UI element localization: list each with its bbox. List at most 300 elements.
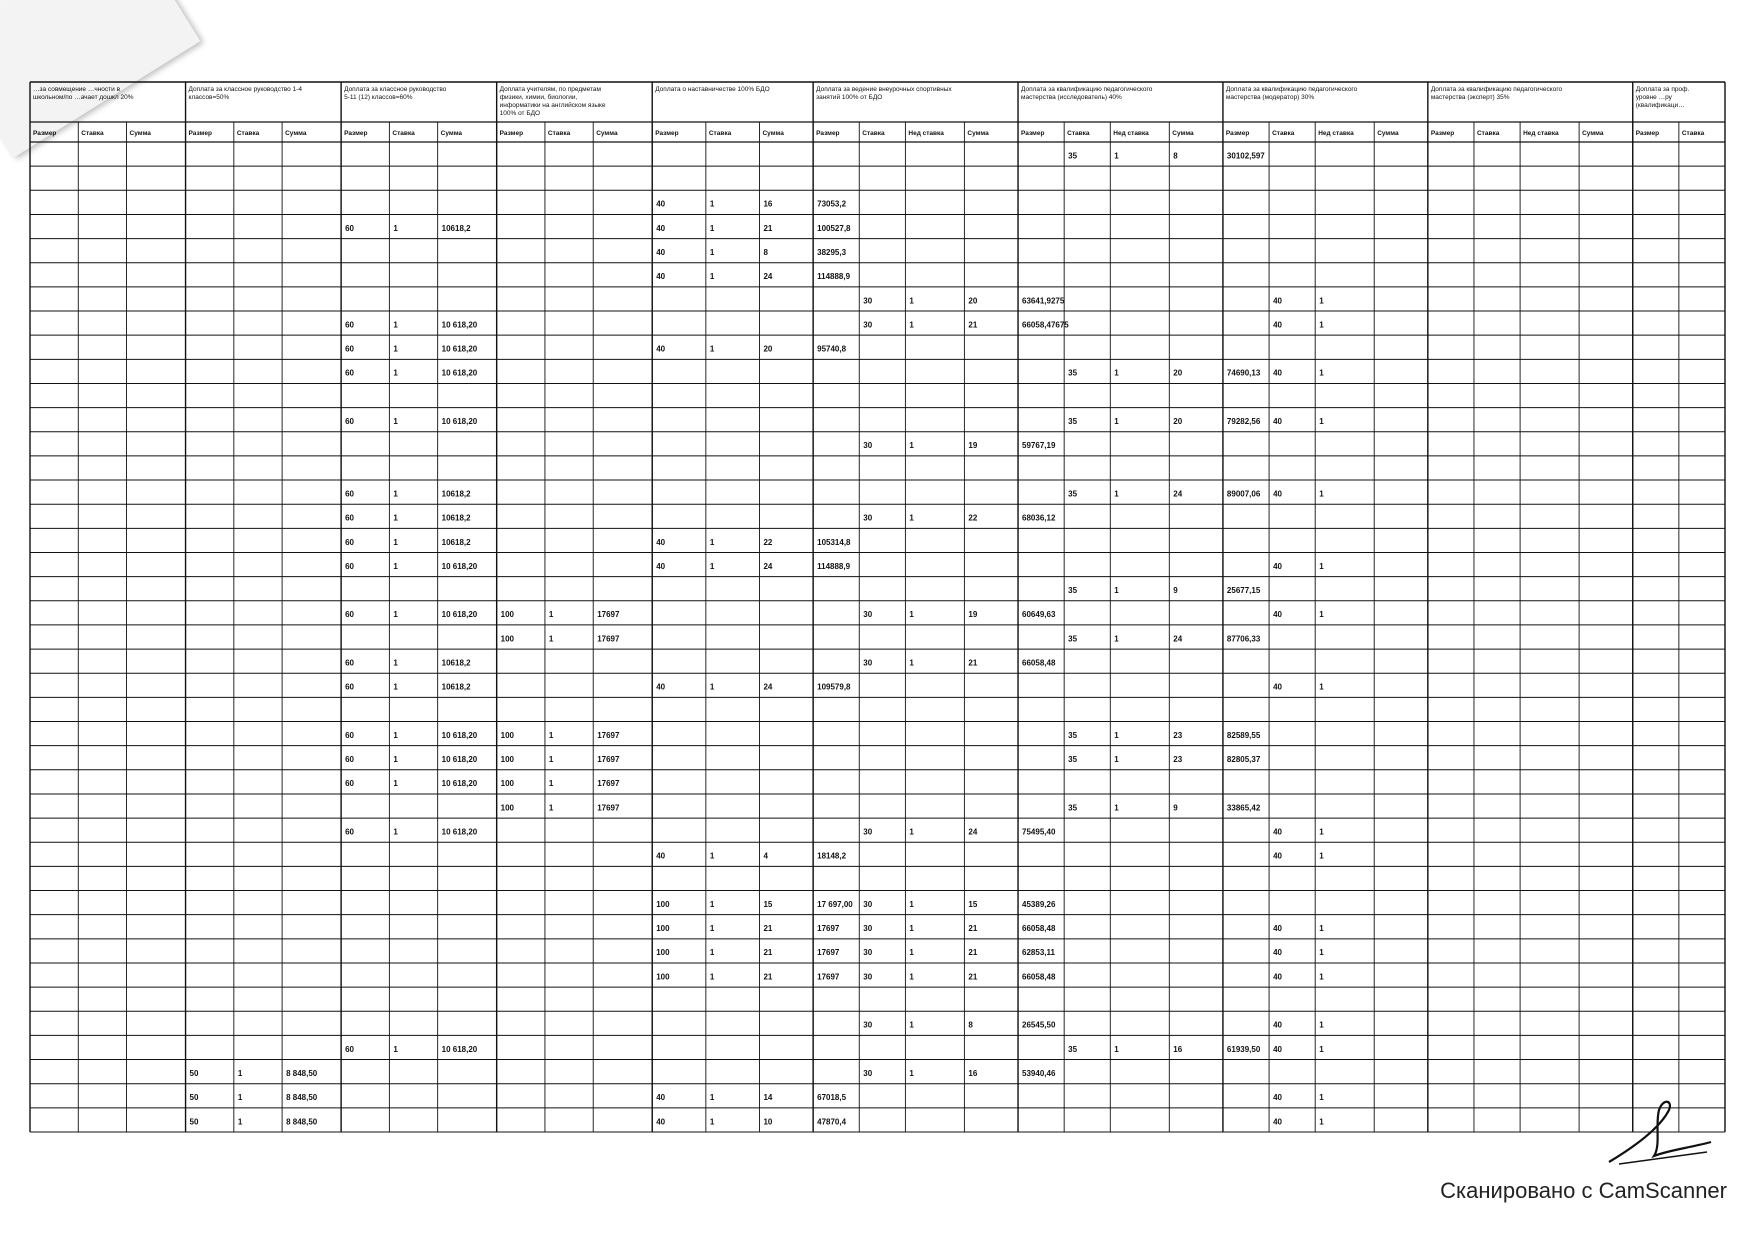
table-cell: 1 [1319, 1020, 1324, 1030]
table-cell: 30 [863, 948, 873, 958]
table-cell: 4 [763, 851, 768, 861]
table-cell: 20 [763, 344, 773, 354]
table-cell: 100 [656, 924, 670, 934]
table-cell: 1 [548, 610, 554, 620]
table-cell: 10 618,20 [441, 827, 478, 837]
table-cell: 45389,26 [1022, 899, 1056, 909]
table-cell: 40 [1273, 368, 1282, 378]
table-cell: 21 [968, 948, 978, 958]
table-cell: 1 [393, 682, 398, 692]
table-cell: 17697 [817, 948, 840, 958]
table-cell: 1 [1319, 1117, 1324, 1127]
table-cell: 10618,2 [441, 223, 471, 233]
table-cell: 1 [1319, 1093, 1324, 1103]
group-title-7: Доплата за квалификацию педагогического [1225, 86, 1358, 93]
group-title-0: школьном/по …ачает дошкл 20% [33, 94, 134, 101]
table-cell: 33865,42 [1226, 803, 1261, 813]
table-cell: 59767,19 [1022, 441, 1056, 451]
group-title-3: физики, химии, биологии, [499, 94, 578, 101]
table-cell: 1 [709, 537, 715, 547]
table-cell: 20 [1173, 417, 1183, 427]
table-cell: 40 [656, 199, 666, 209]
table-cell: 47870,4 [817, 1117, 847, 1127]
table-cell: 1 [393, 827, 398, 837]
table-cell: 40 [656, 248, 666, 258]
table-cell: 10 618,20 [441, 610, 478, 620]
table-cell: 40 [1273, 948, 1282, 958]
table-cell: 15 [968, 899, 978, 909]
table-cell: 1 [237, 1068, 243, 1078]
table-cell: 8 848,50 [286, 1117, 318, 1127]
table-cell: 1 [393, 513, 398, 523]
table-cell: 40 [656, 537, 666, 547]
table-cell: 21 [763, 948, 773, 958]
table-cell: 1 [709, 272, 715, 282]
table-cell: 40 [1273, 320, 1282, 330]
table-cell: 1 [709, 899, 715, 909]
table-cell: 60 [345, 344, 355, 354]
table-cell: 1 [709, 924, 715, 934]
table-cell: 10 618,20 [441, 730, 478, 740]
column-header: Размер [816, 130, 840, 137]
camscanner-watermark: Сканировано с CamScanner [1440, 1178, 1727, 1203]
table-cell: 1 [393, 223, 398, 233]
table-cell: 1 [1114, 1044, 1119, 1054]
table-cell: 60 [345, 561, 355, 571]
table-cell: 40 [656, 1117, 666, 1127]
column-header: Размер [1021, 130, 1045, 137]
table-cell: 1 [1114, 730, 1119, 740]
table-cell: 100 [500, 779, 515, 789]
table-cell: 60 [345, 610, 355, 620]
column-header: Сумма [440, 130, 463, 137]
table-cell: 1 [548, 779, 554, 789]
column-header: Сумма [129, 130, 151, 137]
table-cell: 89007,06 [1226, 489, 1261, 499]
column-header: Ставка [1476, 130, 1500, 137]
table-cell: 1 [1319, 489, 1324, 499]
table-cell: 21 [763, 223, 773, 233]
table-cell: 1 [1114, 417, 1119, 427]
table-cell: 1 [1319, 682, 1324, 692]
table-cell: 1 [909, 948, 914, 958]
column-header: Сумма [1377, 130, 1399, 137]
column-header: Размер [655, 130, 679, 137]
table-cell: 1 [1319, 972, 1324, 982]
table-cell: 100 [500, 634, 515, 644]
table-cell: 100 [656, 972, 670, 982]
group-title-3: Доплата учителям, по предметам [499, 86, 602, 93]
column-header: Ставка [81, 130, 104, 137]
table-cell: 40 [656, 223, 666, 233]
table-cell: 10 618,20 [441, 561, 478, 571]
table-cell: 9 [1173, 586, 1178, 596]
table-cell: 1 [909, 513, 914, 523]
group-title-3: 100% от БДО [499, 110, 541, 117]
table-cell: 30 [863, 924, 873, 934]
table-cell: 35 [1068, 1044, 1078, 1054]
table-cell: 73053,2 [817, 199, 847, 209]
table-cell: 105314,8 [817, 537, 851, 547]
column-header: Нед ставка [1113, 130, 1149, 137]
table-cell: 10618,2 [441, 658, 471, 668]
column-header: Размер [1635, 130, 1660, 137]
table-cell: 21 [968, 320, 978, 330]
table-cell: 60 [345, 1044, 355, 1054]
table-cell: 10618,2 [441, 682, 471, 692]
table-cell: 60 [345, 755, 355, 765]
table-cell: 100 [500, 610, 515, 620]
table-cell: 1 [709, 851, 715, 861]
column-header: Нед ставка [1523, 130, 1559, 137]
table-cell: 74690,13 [1226, 368, 1261, 378]
table-cell: 17697 [597, 610, 620, 620]
table-cell: 30102,597 [1226, 151, 1265, 161]
table-cell: 100 [656, 948, 670, 958]
table-cell: 10618,2 [441, 489, 471, 499]
table-cell: 62853,11 [1022, 948, 1055, 958]
table-cell: 17 697,00 [817, 899, 853, 909]
table-cell: 66058,47675 [1022, 320, 1069, 330]
table-cell: 30 [863, 658, 873, 668]
table-cell: 53940,46 [1022, 1068, 1056, 1078]
table-cell: 1 [237, 1117, 243, 1127]
table-cell: 8 [1173, 151, 1178, 161]
table-cell: 10 618,20 [441, 755, 478, 765]
table-cell: 10 [763, 1117, 773, 1127]
table-cell: 25677,15 [1226, 586, 1261, 596]
table-cell: 40 [1273, 1093, 1282, 1103]
column-header: Сумма [967, 130, 989, 137]
table-cell: 16 [763, 199, 773, 209]
table-cell: 1 [393, 658, 398, 668]
table-cell: 19 [968, 610, 978, 620]
group-title-3: информатики на английском языке [499, 102, 606, 109]
table-cell: 17697 [817, 924, 840, 934]
table-cell: 40 [1273, 1117, 1282, 1127]
group-title-8: мастерства (эксперт) 35% [1430, 94, 1510, 101]
table-cell: 16 [968, 1068, 978, 1078]
table-cell: 1 [909, 610, 914, 620]
table-cell: 15 [763, 899, 773, 909]
table-cell: 18148,2 [817, 851, 847, 861]
table-cell: 1 [548, 634, 554, 644]
table-cell: 1 [1319, 924, 1324, 934]
group-title-2: Доплата за классное руководство [344, 86, 447, 93]
table-cell: 30 [863, 296, 873, 306]
group-title-0: …за совмещение …чности в [33, 86, 121, 93]
table-cell: 21 [763, 972, 773, 982]
table-cell: 1 [548, 755, 554, 765]
table-cell: 23 [1173, 755, 1183, 765]
table-cell: 1 [709, 1117, 715, 1127]
table-cell: 1 [909, 1068, 914, 1078]
table-cell: 1 [709, 1093, 715, 1103]
table-cell: 1 [1319, 851, 1324, 861]
table-cell: 30 [863, 1020, 873, 1030]
table-cell: 1 [1114, 634, 1119, 644]
table-cell: 35 [1068, 586, 1078, 596]
group-title-9: уровне …ру [1635, 94, 1672, 101]
column-header: Ставка [392, 130, 415, 137]
table-cell: 1 [393, 320, 398, 330]
column-header: Ставка [708, 130, 732, 137]
table-cell: 40 [656, 272, 666, 282]
table-cell: 1 [1319, 417, 1324, 427]
table-cell: 1 [909, 320, 914, 330]
table-cell: 60 [345, 223, 355, 233]
signature [1599, 1090, 1719, 1170]
table-cell: 10 618,20 [441, 417, 478, 427]
column-header: Размер [188, 130, 212, 137]
table-cell: 1 [709, 972, 715, 982]
table-cell: 40 [656, 561, 666, 571]
table-cell: 66058,48 [1022, 658, 1056, 668]
group-title-9: (квалификаци… [1635, 102, 1685, 109]
table-cell: 1 [1319, 561, 1324, 571]
table-cell: 1 [1319, 610, 1324, 620]
table-cell: 1 [393, 730, 398, 740]
table-cell: 30 [863, 1068, 873, 1078]
table-cell: 10 618,20 [441, 779, 478, 789]
table-cell: 60 [345, 682, 355, 692]
table-cell: 24 [763, 272, 773, 282]
table-cell: 60649,63 [1022, 610, 1056, 620]
table-cell: 40 [656, 682, 666, 692]
column-header: Ставка [547, 130, 571, 137]
table-cell: 1 [909, 972, 914, 982]
table-cell: 30 [863, 972, 873, 982]
column-header: Размер [33, 130, 57, 137]
table-cell: 100 [500, 755, 515, 765]
table-cell: 40 [1273, 610, 1282, 620]
table-cell: 30 [863, 320, 873, 330]
group-title-5: занятий 100% от БДО [816, 94, 883, 101]
table-cell: 1 [909, 827, 914, 837]
table-cell: 35 [1068, 634, 1078, 644]
table-cell: 50 [189, 1117, 199, 1127]
table-cell: 60 [345, 779, 355, 789]
table-cell: 24 [763, 682, 773, 692]
table-cell: 1 [393, 417, 398, 427]
table-cell: 10 618,20 [441, 1044, 478, 1054]
table-cell: 114888,9 [817, 561, 851, 571]
column-header: Размер [1430, 130, 1455, 137]
table-cell: 22 [763, 537, 773, 547]
table-cell: 17697 [817, 972, 840, 982]
column-header: Ставка [1272, 130, 1295, 137]
table-cell: 14 [763, 1093, 773, 1103]
group-title-6: мастерства (исследователь) 40% [1021, 94, 1122, 101]
table-cell: 1 [709, 561, 715, 571]
table-cell: 61939,50 [1226, 1044, 1261, 1054]
table-cell: 21 [968, 924, 978, 934]
table-cell: 35 [1068, 489, 1078, 499]
table-cell: 35 [1068, 755, 1078, 765]
table-cell: 21 [763, 924, 773, 934]
table-cell: 40 [656, 344, 666, 354]
table-cell: 1 [909, 441, 914, 451]
table-cell: 82589,55 [1226, 730, 1261, 740]
table-cell: 8 [763, 248, 768, 258]
table-cell: 17697 [597, 755, 620, 765]
column-header: Нед ставка [908, 130, 944, 137]
group-title-1: классов=50% [188, 94, 230, 101]
table-cell: 60 [345, 513, 355, 523]
table-cell: 17697 [597, 779, 620, 789]
column-header: Сумма [1172, 130, 1194, 137]
table-cell: 63641,9275 [1022, 296, 1065, 306]
table-cell: 87706,33 [1226, 634, 1261, 644]
table-cell: 40 [1273, 561, 1282, 571]
table-cell: 1 [393, 561, 398, 571]
table-cell: 68036,12 [1022, 513, 1056, 523]
table-cell: 1 [1319, 827, 1324, 837]
table-cell: 40 [1273, 489, 1282, 499]
table-cell: 30 [863, 899, 873, 909]
table-cell: 60 [345, 658, 355, 668]
table-cell: 75495,40 [1022, 827, 1056, 837]
group-title-5: Доплата за ведение внеурочных спортивных [816, 86, 952, 93]
table-cell: 17697 [597, 634, 620, 644]
table-cell: 1 [1114, 368, 1119, 378]
table-cell: 1 [237, 1093, 243, 1103]
column-header: Ставка [862, 130, 885, 137]
column-header: Размер [499, 130, 524, 137]
table-cell: 24 [1173, 489, 1183, 499]
table-cell: 10 618,20 [441, 368, 478, 378]
column-header: Размер [1225, 130, 1250, 137]
table-cell: 1 [548, 730, 554, 740]
table-cell: 67018,5 [817, 1093, 847, 1103]
table-cell: 1 [709, 248, 715, 258]
table-cell: 100 [656, 899, 670, 909]
table-cell: 1 [393, 1044, 398, 1054]
table-cell: 1 [1319, 320, 1324, 330]
table-cell: 1 [909, 924, 914, 934]
table-cell: 10 618,20 [441, 344, 478, 354]
table-cell: 24 [763, 561, 773, 571]
table-cell: 40 [1273, 682, 1282, 692]
table-cell: 30 [863, 610, 873, 620]
table-cell: 1 [1114, 803, 1119, 813]
column-header: Сумма [285, 130, 307, 137]
table-cell: 1 [393, 537, 398, 547]
table-cell: 40 [1273, 417, 1282, 427]
table-cell: 95740,8 [817, 344, 847, 354]
group-title-1: Доплата за классное руководство 1-4 [188, 86, 303, 93]
table-cell: 1 [393, 489, 398, 499]
table-cell: 1 [1114, 151, 1119, 161]
table-cell: 35 [1068, 417, 1078, 427]
column-header: Сумма [596, 130, 618, 137]
table-cell: 35 [1068, 151, 1078, 161]
column-header: Ставка [236, 130, 260, 137]
table-cell: 114888,9 [817, 272, 851, 282]
table-cell: 1 [1114, 586, 1119, 596]
table-cell: 10618,2 [441, 537, 471, 547]
table-cell: 60 [345, 537, 355, 547]
table-cell: 19 [968, 441, 978, 451]
column-header: Ставка [1067, 130, 1090, 137]
table-cell: 24 [1173, 634, 1183, 644]
table-cell: 30 [863, 441, 873, 451]
table-cell: 66058,48 [1022, 972, 1056, 982]
table-cell: 40 [1273, 827, 1282, 837]
table-cell: 40 [1273, 972, 1282, 982]
table-cell: 35 [1068, 368, 1078, 378]
group-title-8: Доплата за квалификацию педагогического [1430, 86, 1563, 93]
column-header: Размер [344, 130, 368, 137]
table-cell: 24 [968, 827, 978, 837]
table-cell: 1 [709, 344, 715, 354]
table-cell: 60 [345, 368, 355, 378]
table-cell: 40 [1273, 1020, 1282, 1030]
table-cell: 21 [968, 658, 978, 668]
table-cell: 1 [1114, 755, 1119, 765]
group-title-6: Доплата за квалификацию педагогического [1021, 86, 1153, 93]
table-cell: 1 [909, 658, 914, 668]
table-cell: 30 [863, 513, 873, 523]
column-header: Сумма [1582, 130, 1604, 137]
table-cell: 10618,2 [441, 513, 471, 523]
table-cell: 1 [1319, 1044, 1324, 1054]
table-cell: 1 [909, 1020, 914, 1030]
group-title-2: 5-11 (12) классов=60% [344, 94, 413, 101]
table-cell: 40 [656, 851, 666, 861]
table-cell: 21 [968, 972, 978, 982]
group-title-7: мастерства (модератор) 30% [1225, 94, 1315, 101]
table-cell: 100 [500, 730, 515, 740]
table-cell: 1 [393, 368, 398, 378]
table-cell: 1 [709, 199, 715, 209]
table-cell: 16 [1173, 1044, 1183, 1054]
table-cell: 1 [1319, 368, 1324, 378]
table-cell: 109579,8 [817, 682, 851, 692]
table-cell: 9 [1173, 803, 1178, 813]
table-cell: 50 [189, 1093, 199, 1103]
column-header: Сумма [762, 130, 784, 137]
table-cell: 40 [1273, 1044, 1282, 1054]
table-cell: 79282,56 [1226, 417, 1261, 427]
table-cell: 23 [1173, 730, 1183, 740]
table-cell: 10 618,20 [441, 320, 478, 330]
group-title-4: Доплата о наставничестве 100% БДО [655, 86, 770, 93]
table-cell: 17697 [597, 803, 620, 813]
table-cell: 1 [709, 948, 715, 958]
table-cell: 60 [345, 827, 355, 837]
table-cell: 40 [656, 1093, 666, 1103]
table-cell: 40 [1273, 924, 1282, 934]
table-cell: 1 [1319, 948, 1324, 958]
table-cell: 35 [1068, 730, 1078, 740]
table-cell: 100527,8 [817, 223, 851, 233]
table-cell: 66058,48 [1022, 924, 1056, 934]
table-cell: 100 [500, 803, 515, 813]
table-cell: 1 [1114, 489, 1119, 499]
column-header: Ставка [1681, 130, 1705, 137]
table-cell: 40 [1273, 296, 1282, 306]
table-cell: 60 [345, 489, 355, 499]
table-cell: 8 848,50 [286, 1068, 318, 1078]
column-header: Нед ставка [1318, 130, 1354, 137]
table-cell: 60 [345, 730, 355, 740]
table-cell: 17697 [597, 730, 620, 740]
table-cell: 1 [909, 296, 914, 306]
table-cell: 82805,37 [1226, 755, 1261, 765]
table-cell: 8 848,50 [286, 1093, 318, 1103]
table-cell: 50 [189, 1068, 199, 1078]
